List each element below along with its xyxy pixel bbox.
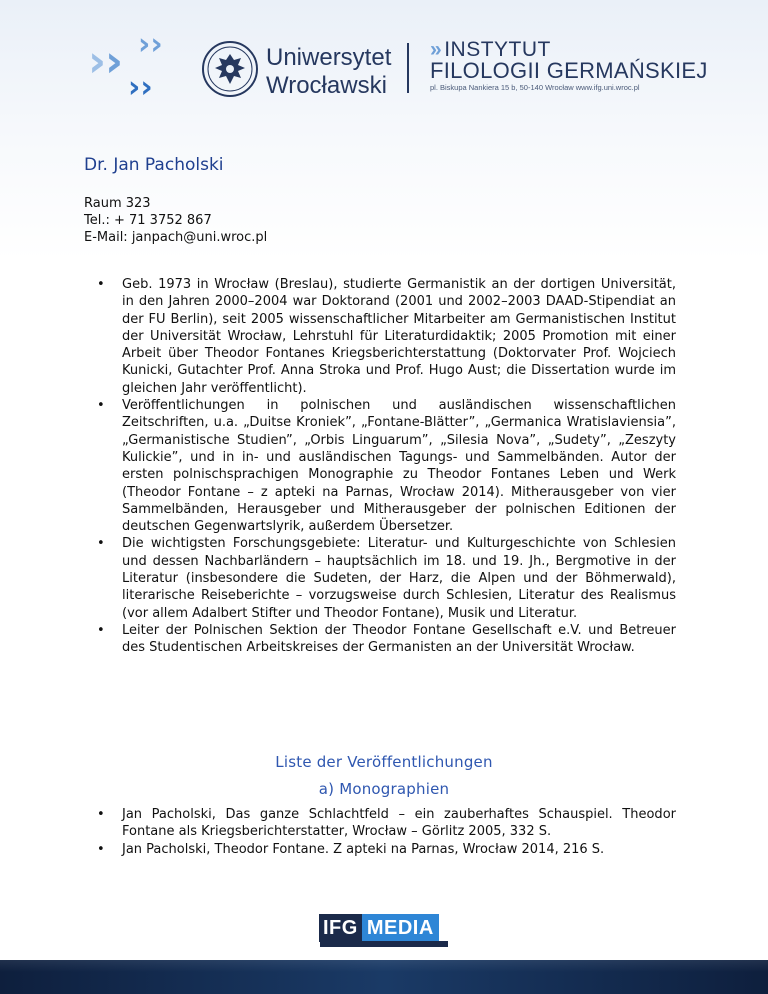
bio-item: • Leiter der Polnischen Sektion der Theodor Fontane Gesellschaft e.V. und Betreuer des Studentischen Arbeitskreises der Germanisten an der Universität Wrocław. bbox=[84, 622, 676, 657]
bio-item: • Geb. 1973 in Wrocław (Breslau), studierte Germanistik an der dortigen Universität, in den Jahren 2000–2004 war Doktorand (2001 und 2002–2003 DAAD-Stipendiat an der FU Berlin), seit 2005 wissenschaftlicher Mitarbeiter am Germanistischen Institut der Universität Wrocław, Lehrstuhl für Literaturdidaktik; 2005 Promotion mit einer Arbeit über Theodor Fontanes Kriegsberichterstattung (Doktorvater Prof. Wojciech Kunicki, Gutachter Prof. Anna Stroka und Prof. Hugo Aust; die Dissertation wurde im gleichen Jahr veröffentlicht). bbox=[84, 276, 676, 397]
room: Raum 323 bbox=[84, 196, 151, 211]
university-line2: Wrocławski bbox=[266, 72, 387, 99]
logo-underline bbox=[320, 941, 448, 947]
email: E-Mail: janpach@uni.wroc.pl bbox=[84, 230, 268, 245]
bio-list bbox=[84, 276, 676, 657]
publication-item: • Jan Pacholski, Das ganze Schlachtfeld – ein zauberhaftes Schauspiel. Theodor Fontane als Kriegsberichterstatter, Wrocław – Görlitz 2005, 332 S. bbox=[84, 806, 676, 841]
institute-address: pl. Biskupa Nankiera 15 b, 50-140 Wrocław www.ifg.uni.wroc.pl bbox=[430, 83, 640, 92]
publications-title: Liste der Veröffentlichungen bbox=[275, 753, 493, 771]
chevron-icon: ›› bbox=[138, 27, 163, 62]
person-name: Dr. Jan Pacholski bbox=[84, 155, 224, 175]
university-seal-icon bbox=[201, 40, 259, 98]
footer-band bbox=[0, 960, 768, 994]
contact-block bbox=[84, 195, 267, 246]
logo-part-ifg: IFG bbox=[319, 914, 362, 942]
university-name bbox=[266, 44, 391, 100]
university-line1: Uniwersytet bbox=[266, 44, 392, 71]
monographs-list bbox=[84, 806, 676, 858]
phone: Tel.: + 71 3752 867 bbox=[84, 213, 212, 228]
publication-item: • Jan Pacholski, Theodor Fontane. Z apteki na Parnas, Wrocław 2014, 216 S. bbox=[84, 841, 676, 858]
chevron-icon: › bbox=[105, 36, 124, 87]
header-divider bbox=[407, 43, 409, 93]
publications-subtitle: a) Monographien bbox=[318, 780, 450, 798]
chevron-icon: › bbox=[88, 36, 107, 87]
double-chevron-icon: » bbox=[430, 38, 443, 61]
bio-item: • Die wichtigsten Forschungsgebiete: Literatur- und Kulturgeschichte von Schlesien und dessen Nachbarländern – hauptsächlich im 18. und 19. Jh., Bergmotive in der Literatur (insbesondere die Sudeten, der Harz, die Alpen und der Böhmerwald), literarische Reiseberichte – vorzugsweise durch Schlesien, Literatur des Realismus (vor allem Adalbert Stifter und Theodor Fontane), Musik und Literatur. bbox=[84, 535, 676, 621]
institute-line1-text: INSTYTUT bbox=[444, 38, 551, 61]
logo-part-media: MEDIA bbox=[362, 914, 439, 942]
bio-item: • Veröffentlichungen in polnischen und ausländischen wissenschaftlichen Zeitschriften, u.a. „Duitse Kroniek”, „Fontane-Blätter”, „Germanica Wratislaviensia”, „Germanistische Studien”, „Orbis Linguarum”, „Silesia Nova”, „Sudety”, „Zeszyty Kulickie”, und in in- und ausländischen Tagungs- und Sammelbänden. Autor der ersten polnischsprachigen Monographie zu Theodor Fontanes Leben und Werk (Theodor Fontane – z apteki na Parnas, Wrocław 2014). Mitherausgeber von vier Sammelbänden, Herausgeber und Mitherausgeber der polnischen Editionen der deutschen Gegenwartslyrik, außerdem Übersetzer. bbox=[84, 397, 676, 535]
chevron-icon: ›› bbox=[128, 70, 153, 105]
ifg-media-logo bbox=[319, 914, 439, 942]
institute-line2: FILOLOGII GERMAŃSKIEJ bbox=[430, 58, 708, 83]
letterhead bbox=[0, 0, 768, 120]
